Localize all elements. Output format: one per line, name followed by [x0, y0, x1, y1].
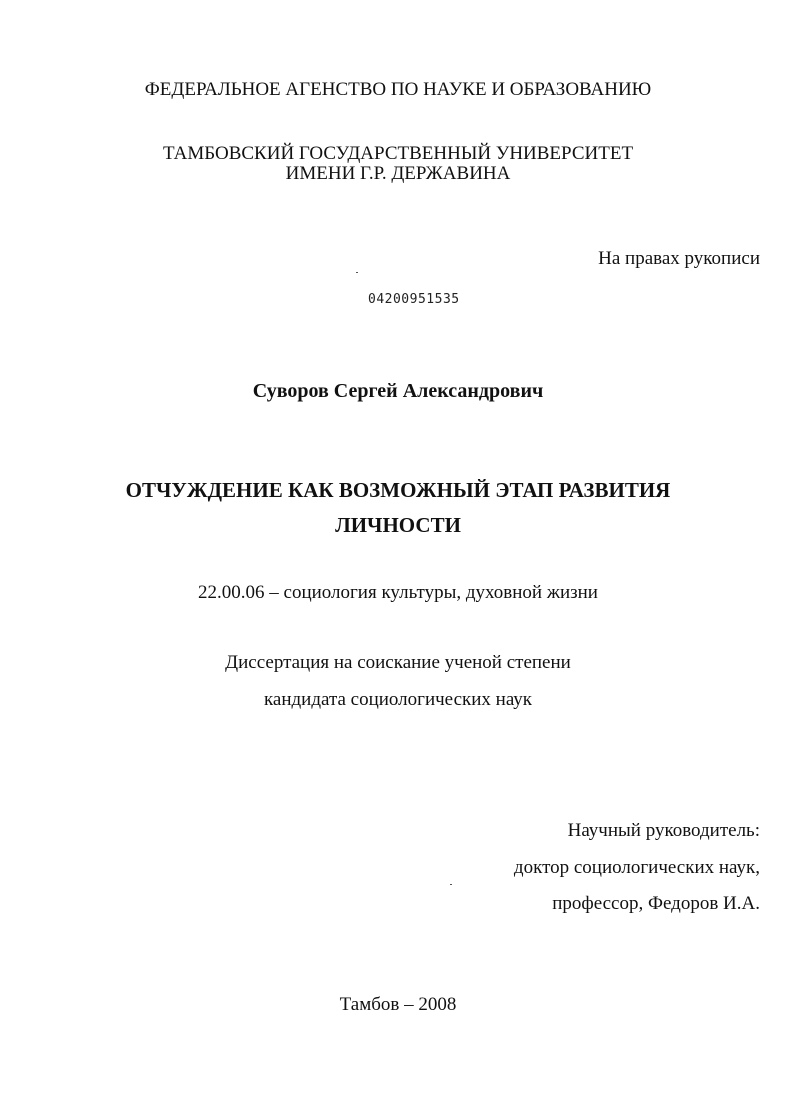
manuscript-note: На правах рукописи [598, 248, 760, 269]
scan-speck [450, 884, 452, 885]
scan-speck [356, 272, 358, 273]
author-name: Суворов Сергей Александрович [252, 380, 544, 402]
university-name-line2: ИМЕНИ Г.Р. ДЕРЖАВИНА [285, 163, 511, 184]
supervisor-name: профессор, Федоров И.А. [552, 893, 760, 914]
supervisor-degree: доктор социологических наук, [513, 857, 760, 878]
registration-number: 04200951535 [368, 292, 460, 307]
university-name-line1: ТАМБОВСКИЙ ГОСУДАРСТВЕННЫЙ УНИВЕРСИТЕТ [162, 143, 634, 164]
specialty-code: 22.00.06 – социология культуры, духовной жизни [198, 582, 598, 603]
supervisor-heading: Научный руководитель: [567, 820, 760, 841]
dissertation-title-line2: ЛИЧНОСТИ [335, 513, 461, 537]
dissertation-title-line1: ОТЧУЖДЕНИЕ КАК ВОЗМОЖНЫЙ ЭТАП РАЗВИТИЯ [125, 478, 671, 502]
agency-name: ФЕДЕРАЛЬНОЕ АГЕНСТВО ПО НАУКЕ И ОБРАЗОВАНИЮ [144, 79, 652, 100]
degree-line1: Диссертация на соискание ученой степени [225, 652, 571, 673]
degree-line2: кандидата социологических наук [263, 689, 533, 710]
city-year: Тамбов – 2008 [339, 994, 457, 1015]
